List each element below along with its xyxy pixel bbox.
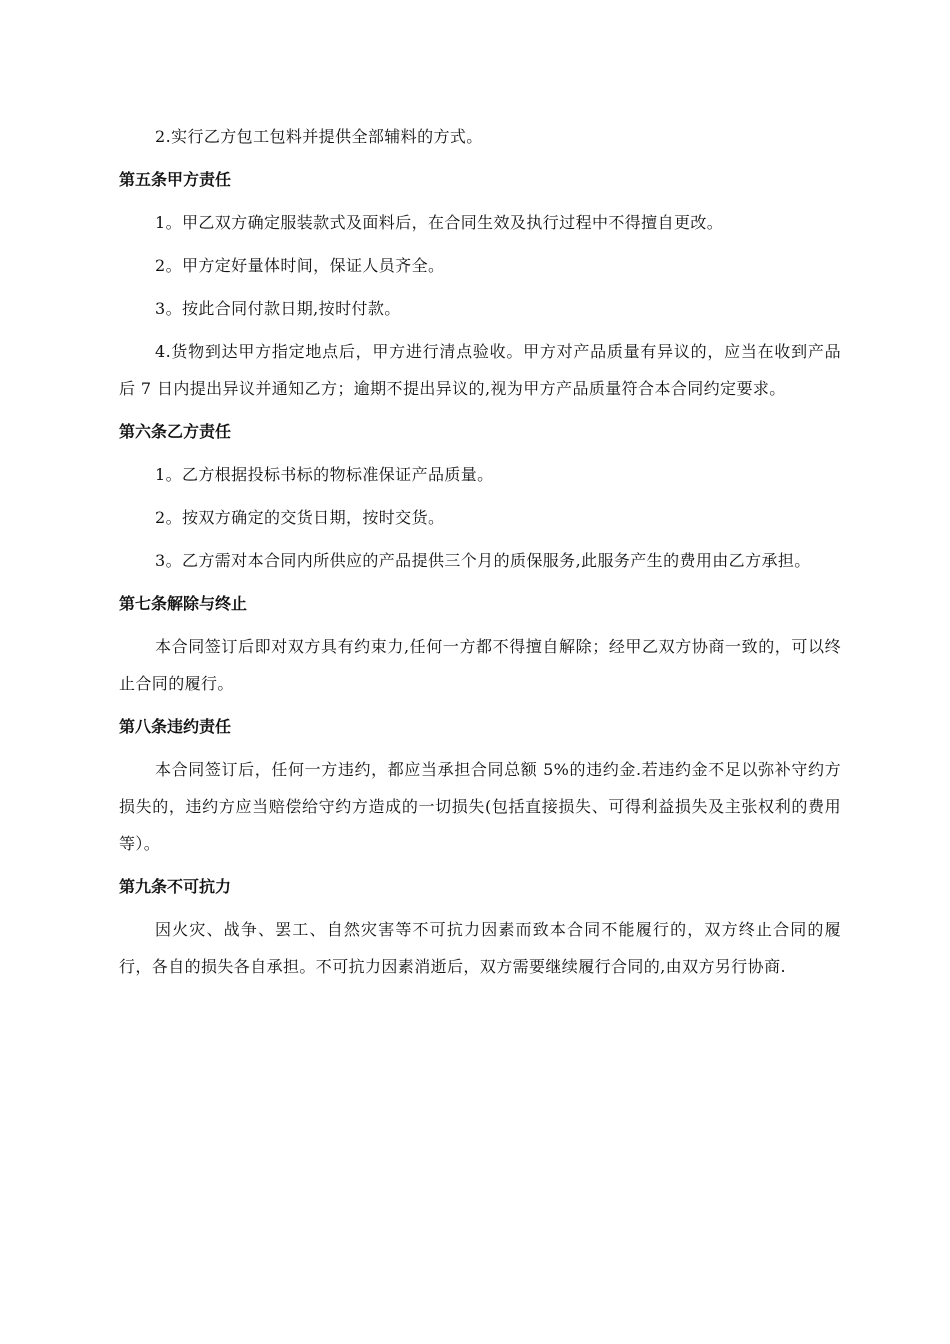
article-7-text: 本合同签订后即对双方具有约束力,任何一方都不得擅自解除；经甲乙双方协商一致的，可以终止合同的履行。 (119, 637, 841, 693)
article-5-item-2: 2。甲方定好量体时间，保证人员齐全。 (155, 256, 445, 275)
article-5-item-4: 4.货物到达甲方指定地点后，甲方进行清点验收。甲方对产品质量有异议的，应当在收到产品后 7 日内提出异议并通知乙方；逾期不提出异议的,视为甲方产品质量符合本合同约定要求。 (119, 342, 841, 398)
article-6-item-1: 1。乙方根据投标书标的物标准保证产品质量。 (155, 465, 494, 484)
article-9-title: 第九条不可抗力 (119, 877, 232, 896)
article-5-title: 第五条甲方责任 (119, 170, 232, 189)
article-5-item-1: 1。甲乙双方确定服装款式及面料后，在合同生效及执行过程中不得擅自更改。 (155, 213, 724, 232)
article-6-item-3: 3。乙方需对本合同内所供应的产品提供三个月的质保服务,此服务产生的费用由乙方承担。 (155, 551, 811, 570)
article-6-item-2: 2。按双方确定的交货日期，按时交货。 (155, 508, 445, 527)
article-8-title: 第八条违约责任 (119, 717, 232, 736)
document-page (119, 118, 841, 991)
intro-item-2: 2.实行乙方包工包料并提供全部辅料的方式。 (155, 127, 483, 146)
article-5-item-3: 3。按此合同付款日期,按时付款。 (155, 299, 401, 318)
article-8-text: 本合同签订后，任何一方违约，都应当承担合同总额 5%的违约金.若违约金不足以弥补守约方损失的，违约方应当赔偿给守约方造成的一切损失(包括直接损失、可得利益损失及主张权利的费用等）。 (119, 760, 841, 853)
article-6-title: 第六条乙方责任 (119, 422, 232, 441)
article-7-title: 第七条解除与终止 (119, 594, 248, 613)
article-9-text: 因火灾、战争、罢工、自然灾害等不可抗力因素而致本合同不能履行的，双方终止合同的履行，各自的损失各自承担。不可抗力因素消逝后，双方需要继续履行合同的,由双方另行协商. (119, 920, 841, 976)
